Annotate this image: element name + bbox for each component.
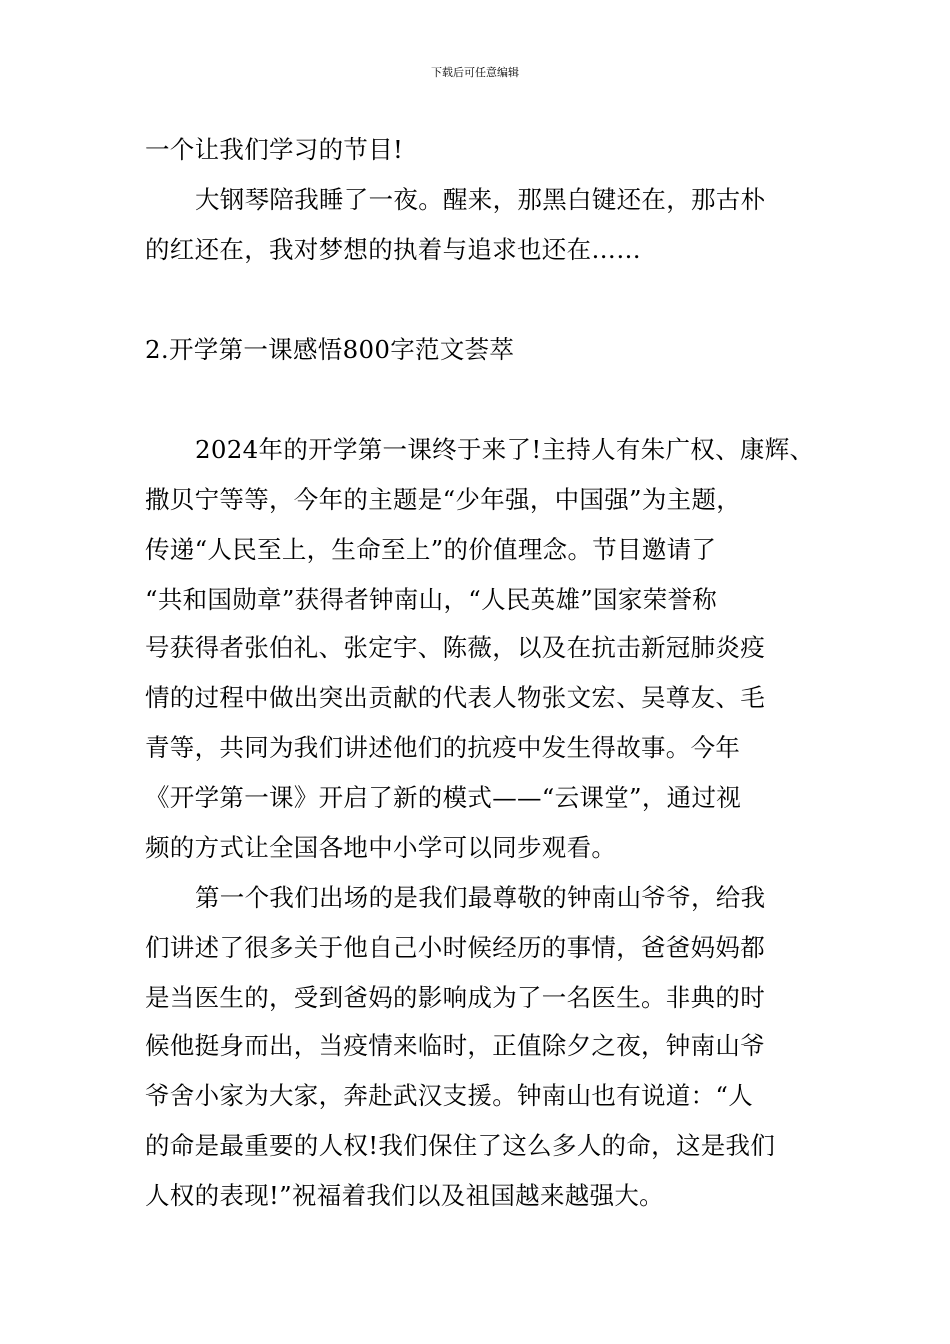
paragraph-line: 情的过程中做出突出贡献的代表人物张文宏、吴尊友、毛: [145, 683, 765, 712]
paragraph-line: 第一个我们出场的是我们最尊敬的钟南山爷爷，给我: [195, 883, 766, 912]
paragraph-line: 号获得者张伯礼、张定宇、陈薇，以及在抗击新冠肺炎疫: [145, 633, 765, 662]
paragraph-line: 频的方式让全国各地中小学可以同步观看。: [145, 833, 617, 862]
paragraph-line: 传递“人民至上，生命至上”的价值理念。节目邀请了: [145, 535, 717, 564]
paragraph-line: 的红还在，我对梦想的执着与追求也还在……: [145, 235, 641, 264]
paragraph-line: 青等，共同为我们讲述他们的抗疫中发生得故事。今年: [145, 733, 741, 762]
paragraph-line: 是当医生的，受到爸妈的影响成为了一名医生。非典的时: [145, 983, 765, 1012]
paragraph-line: 爷舍小家为大家，奔赴武汉支援。钟南山也有说道：“人: [145, 1081, 754, 1110]
paragraph-line: 2024年的开学第一课终于来了!主持人有朱广权、康辉、: [195, 435, 815, 464]
paragraph-line: 候他挺身而出，当疫情来临时，正值除夕之夜，钟南山爷: [145, 1031, 765, 1060]
page-header: 下载后可任意编辑: [431, 66, 519, 79]
paragraph-line: 《开学第一课》开启了新的模式——“云课堂”，通过视: [145, 783, 742, 812]
paragraph-line: 一个让我们学习的节目!: [145, 135, 404, 164]
paragraph-line: 人权的表现!”祝福着我们以及祖国越来越强大。: [145, 1181, 664, 1210]
paragraph-line: 的命是最重要的人权!我们保住了这么多人的命，这是我们: [145, 1131, 776, 1160]
section-title: 2.开学第一课感悟800字范文荟萃: [145, 335, 515, 364]
paragraph-line: 撒贝宁等等，今年的主题是“少年强，中国强”为主题，: [145, 485, 742, 514]
paragraph-line: “共和国勋章”获得者钟南山，“人民英雄”国家荣誉称: [145, 585, 718, 614]
paragraph-line: 们讲述了很多关于他自己小时候经历的事情，爸爸妈妈都: [145, 933, 765, 962]
paragraph-line: 大钢琴陪我睡了一夜。醒来，那黑白键还在，那古朴: [195, 185, 766, 214]
